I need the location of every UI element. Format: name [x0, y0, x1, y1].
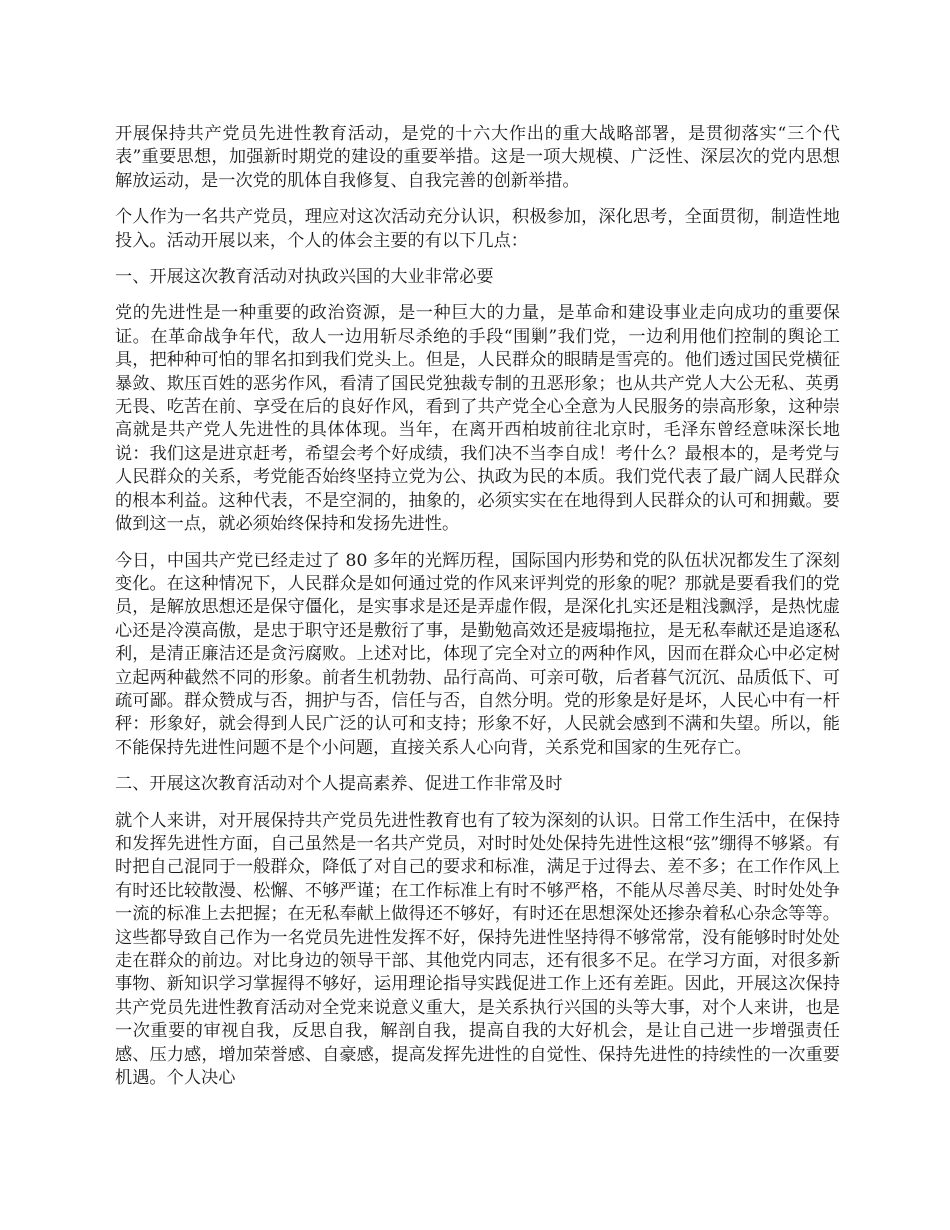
document-body: [115, 123, 840, 1103]
section-heading-1: 一、开展这次教育活动对执政兴国的大业非常必要: [115, 267, 494, 288]
personal-intent-paragraph: 个人作为一名共产党员，理应对这次活动充分认识，积极参加，深化思考，全面贯彻，制造性地投入。活动开展以来，个人的体会主要的有以下几点：: [115, 207, 840, 251]
intro-paragraph: 开展保持共产党员先进性教育活动，是党的十六大作出的重大战略部署，是贯彻落实“三个代表”重要思想，加强新时期党的建设的重要举措。这是一项大规模、广泛性、深层次的党内思想解放运动，是一次党的肌体自我修复、自我完善的创新举措。: [115, 124, 840, 191]
section-2-paragraph-1: 就个人来讲，对开展保持共产党员先进性教育也有了较为深刻的认识。日常工作生活中，在保持和发挥先进性方面，自己虽然是一名共产党员，对时时处处保持先进性这根“弦”绷得不够紧。有时把自己混同于一般群众，降低了对自己的要求和标准，满足于过得去、差不多；在工作作风上有时还比较散漫、松懈、不够严谨；在工作标准上有时不够严格，不能从尽善尽美、时时处处争一流的标准上去把握；在无私奉献上做得还不够好，有时还在思想深处还掺杂着私心杂念等等。这些都导致自己作为一名党员先进性发挥不好，保持先进性坚持得不够常常，没有能够时时处处走在群众的前边。对比身边的领导干部、其他党内同志，还有很多不足。在学习方面，对很多新事物、新知识学习掌握得不够好，运用理论指导实践促进工作上还有差距。因此，开展这次保持共产党员先进性教育活动对全党来说意义重大，是关系执行兴国的头等大事，对个人来讲，也是一次重要的审视自我，反思自我，解剖自我，提高自我的大好机会，是让自己进一步增强责任感、压力感，增加荣誉感、自豪感，提高发挥先进性的自觉性、保持先进性的持续性的一次重要机遇。个人决心: [115, 810, 840, 1089]
section-1-paragraph-2: 今日，中国共产党已经走过了 80 多年的光辉历程，国际国内形势和党的队伍状况都发生了深刻变化。在这种情况下，人民群众是如何通过党的作风来评判党的形象的呢？那就是要看我们的党员，是解放思想还是保守僵化，是实事求是还是弄虚作假，是深化扎实还是粗浅飘浮，是热忱虚心还是冷漠高傲，是忠于职守还是敷衍了事，是勤勉高效还是疲塌拖拉，是无私奉献还是追逐私利，是清正廉洁还是贪污腐败。上述对比，体现了完全对立的两种作风，因而在群众心中必定树立起两种截然不同的形象。前者生机勃勃、品行高尚、可亲可敬，后者暮气沉沉、品质低下、可疏可鄙。群众赞成与否，拥护与否，信任与否，自然分明。党的形象是好是坏，人民心中有一杆秤：形象好，就会得到人民广泛的认可和支持；形象不好，人民就会感到不满和失望。所以，能不能保持先进性问题不是个小问题，直接关系人心向背，关系党和国家的生死存亡。: [115, 550, 840, 758]
section-1-paragraph-1: 党的先进性是一种重要的政治资源，是一种巨大的力量，是革命和建设事业走向成功的重要保证。在革命战争年代，敌人一边用斩尽杀绝的手段“围剿”我们党，一边利用他们控制的舆论工具，把种种可怕的罪名扣到我们党头上。但是，人民群众的眼睛是雪亮的。他们透过国民党横征暴敛、欺压百姓的恶劣作风，看清了国民党独裁专制的丑恶形象；也从共产党人大公无私、英勇无畏、吃苦在前、享受在后的良好作风，看到了共产党全心全意为人民服务的崇高形象，这种崇高就是共产党人先进性的具体体现。当年，在离开西柏坡前往北京时，毛泽东曾经意味深长地说：我们这是进京赶考，希望会考个好成绩，我们决不当李自成！考什么？最根本的，是考党与人民群众的关系，考党能否始终坚持立党为公、执政为民的本质。我们党代表了最广阔人民群众的根本利益。这种代表，不是空洞的，抽象的，必须实实在在地得到人民群众的认可和拥戴。要做到这一点，就必须始终保持和发扬先进性。: [115, 303, 840, 535]
section-heading-2: 二、开展这次教育活动对个人提高素养、促进工作非常及时: [115, 774, 563, 795]
